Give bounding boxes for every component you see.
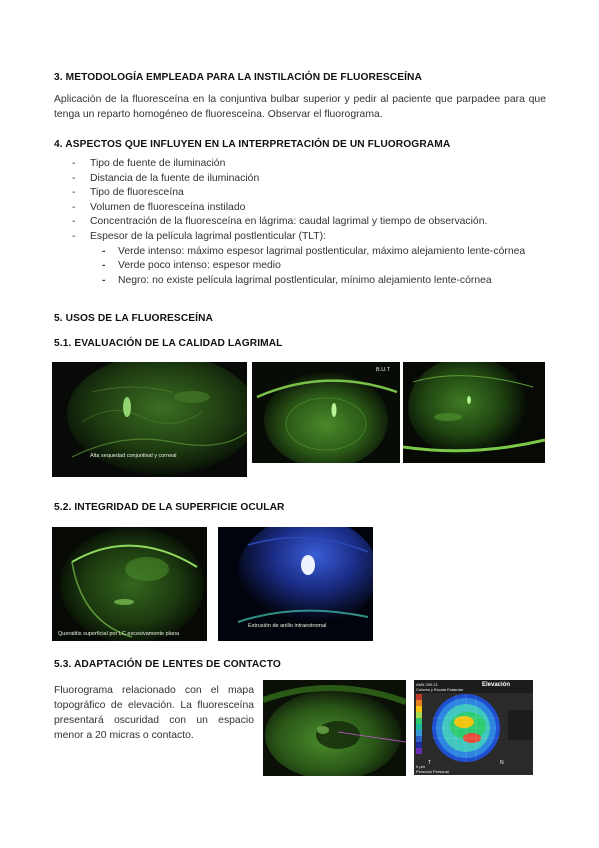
- topo-label-t: T: [428, 760, 432, 766]
- tear-film-photo: [403, 362, 545, 463]
- section-3-text: Aplicación de la fluoresceína en la conjuntiva bulbar superior y pedir al paciente que parpadee para que tenga un reparto homogéneo de fluoresceína. Observar el fluorograma.: [54, 94, 546, 120]
- list-item: - Distancia de la fuente de iluminación: [54, 172, 549, 187]
- section-5-2-title: 5.2. INTEGRIDAD DE LA SUPERFICIE OCULAR: [54, 502, 285, 513]
- topo-footer-name: Personal Personal: [416, 769, 449, 774]
- list-item: - Volumen de fluoresceína instilado: [54, 201, 549, 216]
- section-5-title: 5. USOS DE LA FLUORESCEÍNA: [54, 313, 214, 324]
- photo-caption: Extrusión de anillo intraestromal: [248, 623, 327, 629]
- eye-illustration: [263, 680, 406, 776]
- topo-label-n: N: [500, 760, 504, 766]
- influence-factors-list: [54, 157, 549, 288]
- topography-illustration: [414, 680, 533, 775]
- list-item: - Tipo de fuente de iluminación: [54, 157, 549, 172]
- section-5-1-title: 5.1. EVALUACIÓN DE LA CALIDAD LAGRIMAL: [54, 338, 283, 349]
- topo-title: Elevación: [482, 682, 511, 688]
- sublist-item: - Negro: no existe película lagrimal postlenticular, mínimo alejamiento lente-córnea: [90, 274, 549, 289]
- elevation-topography-map: [414, 680, 533, 775]
- fluorogram-photo: [263, 680, 406, 776]
- photo-caption: B.U.T: [376, 367, 391, 373]
- ring-extrusion-photo: [218, 527, 373, 641]
- tlt-sublist: [90, 245, 549, 289]
- sublist-item: - Verde poco intenso: espesor medio: [90, 259, 549, 274]
- keratitis-photo: [52, 527, 207, 641]
- topo-subheader: Colores y Escala Estándar: [416, 687, 464, 692]
- sublist-item: - Verde intenso: máximo espesor lagrimal postlenticular, máximo alejamiento lente-córnea: [90, 245, 549, 260]
- eye-illustration: [52, 362, 247, 477]
- dry-eye-photo: [52, 362, 247, 477]
- topo-header: ANN 290.21: [416, 682, 438, 687]
- eye-illustration: [403, 362, 545, 463]
- list-item: - Tipo de fluoresceína: [54, 186, 549, 201]
- photo-caption: Queratitis superficial por LC excesivamente plana: [58, 631, 180, 637]
- topo-footer-scale: 0 µm: [416, 764, 425, 769]
- but-photo: [252, 362, 400, 463]
- list-item-tlt: [54, 230, 549, 288]
- photo-caption: Alta sequedad conjuntival y corneal: [90, 453, 177, 459]
- eye-illustration: [252, 362, 400, 463]
- section-5-3-text: Fluorograma relacionado con el mapa topográfico de elevación. La fluoresceína presentará oscuridad con un espacio menor a 20 micras o contacto.: [54, 685, 254, 741]
- eye-illustration: [52, 527, 207, 641]
- list-item: - Concentración de la fluoresceína en lágrima: caudal lagrimal y tiempo de observación.: [54, 215, 549, 230]
- scale-bar: [416, 694, 422, 754]
- section-5-3-title: 5.3. ADAPTACIÓN DE LENTES DE CONTACTO: [54, 659, 281, 670]
- list-item-label: Espesor de la película lagrimal postlenticular (TLT):: [90, 230, 327, 242]
- section-4-title: 4. ASPECTOS QUE INFLUYEN EN LA INTERPRETACIÓN DE UN FLUOROGRAMA: [54, 139, 451, 150]
- section-3-title: 3. METODOLOGÍA EMPLEADA PARA LA INSTILACIÓN DE FLUORESCEÍNA: [54, 72, 422, 83]
